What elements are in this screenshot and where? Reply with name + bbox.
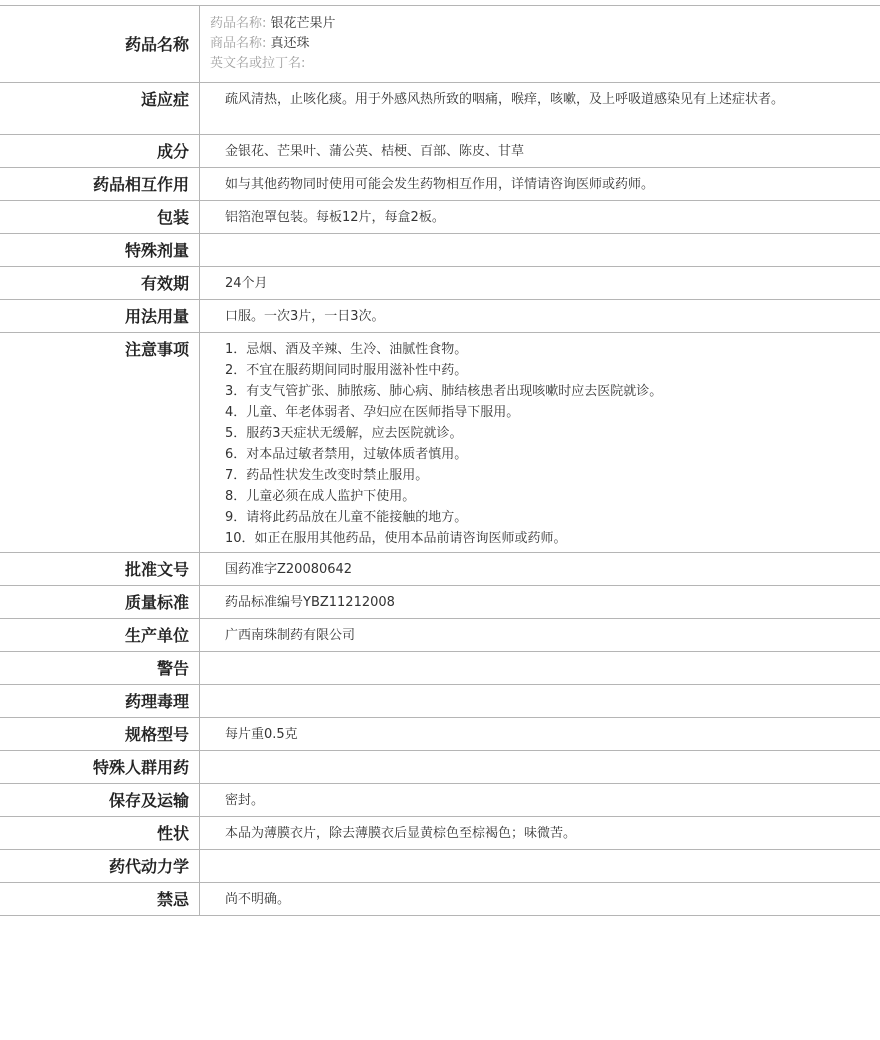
row-special-groups — [0, 751, 880, 784]
drug-info-table — [0, 5, 880, 916]
row-interactions — [0, 168, 880, 201]
row-label: 质量标准 — [0, 586, 200, 618]
row-label: 适应症 — [0, 83, 200, 134]
generic-name-line — [210, 14, 870, 34]
row-manufacturer — [0, 619, 880, 652]
row-label: 包装 — [0, 201, 200, 233]
list-item: 10．如正在服用其他药品，使用本品前请咨询医师或药师。 — [225, 531, 567, 546]
row-value: 密封。 — [225, 793, 265, 808]
row-label: 用法用量 — [0, 300, 200, 332]
row-value: 国药准字Z20080642 — [225, 562, 353, 577]
row-pharmacology — [0, 685, 880, 718]
row-special-dosage — [0, 234, 880, 267]
row-label: 有效期 — [0, 267, 200, 299]
row-usage — [0, 300, 880, 333]
drug-names — [200, 6, 880, 82]
row-value: 本品为薄膜衣片，除去薄膜衣后显黄棕色至棕褐色；味微苦。 — [225, 826, 577, 841]
row-label: 警告 — [0, 652, 200, 684]
row-value — [200, 751, 880, 783]
row-value: 24个月 — [225, 276, 268, 291]
row-value — [200, 685, 880, 717]
row-indication — [0, 83, 880, 135]
row-contraindications — [0, 883, 880, 916]
row-value: 广西南珠制药有限公司 — [225, 628, 356, 643]
row-shelf-life — [0, 267, 880, 300]
row-label: 生产单位 — [0, 619, 200, 651]
trade-name-value: 真还珠 — [270, 36, 310, 51]
generic-name-key: 药品名称: — [210, 16, 267, 31]
row-value — [200, 850, 880, 882]
row-label: 规格型号 — [0, 718, 200, 750]
row-drug-name — [0, 5, 880, 83]
row-value: 如与其他药物同时使用可能会发生药物相互作用，详情请咨询医师或药师。 — [225, 177, 655, 192]
row-approval — [0, 553, 880, 586]
row-value: 铝箔泡罩包装。每板12片，每盒2板。 — [225, 210, 445, 225]
list-item: 1．忌烟、酒及辛辣、生冷、油腻性食物。 — [225, 342, 468, 357]
row-label: 批准文号 — [0, 553, 200, 585]
list-item: 3．有支气管扩张、肺脓疡、肺心病、肺结核患者出现咳嗽时应去医院就诊。 — [225, 384, 663, 399]
row-value: 金银花、芒果叶、蒲公英、桔梗、百部、陈皮、甘草 — [225, 144, 525, 159]
row-value: 疏风清热，止咳化痰。用于外感风热所致的咽痛，喉痒，咳嗽，及上呼吸道感染见有上述症状者。 — [225, 92, 785, 107]
row-precautions — [0, 333, 880, 553]
trade-name-key: 商品名称: — [210, 36, 267, 51]
row-label: 禁忌 — [0, 883, 200, 915]
row-packaging — [0, 201, 880, 234]
row-value: 口服。一次3片，一日3次。 — [225, 309, 385, 324]
english-name-key: 英文名或拉丁名: — [210, 56, 306, 71]
english-name-line — [210, 54, 870, 74]
list-item: 9．请将此药品放在儿童不能接触的地方。 — [225, 510, 468, 525]
row-label: 性状 — [0, 817, 200, 849]
row-description — [0, 817, 880, 850]
row-warning — [0, 652, 880, 685]
row-value: 尚不明确。 — [225, 892, 291, 907]
row-label: 特殊人群用药 — [0, 751, 200, 783]
list-item: 4．儿童、年老体弱者、孕妇应在医师指导下服用。 — [225, 405, 520, 420]
row-label: 药品名称 — [0, 6, 200, 82]
row-label: 药理毒理 — [0, 685, 200, 717]
row-quality — [0, 586, 880, 619]
row-storage — [0, 784, 880, 817]
row-label: 保存及运输 — [0, 784, 200, 816]
row-label: 药代动力学 — [0, 850, 200, 882]
list-item: 6．对本品过敏者禁用，过敏体质者慎用。 — [225, 447, 468, 462]
list-item: 7．药品性状发生改变时禁止服用。 — [225, 468, 429, 483]
row-value: 药品标准编号YBZ11212008 — [225, 595, 395, 610]
row-ingredients — [0, 135, 880, 168]
row-label: 成分 — [0, 135, 200, 167]
list-item: 8．儿童必须在成人监护下使用。 — [225, 489, 416, 504]
row-spec — [0, 718, 880, 751]
list-item: 2．不宜在服药期间同时服用滋补性中药。 — [225, 363, 468, 378]
list-item: 5．服药3天症状无缓解，应去医院就诊。 — [225, 426, 463, 441]
row-pharmacokinetics — [0, 850, 880, 883]
trade-name-line — [210, 34, 870, 54]
row-value: 每片重0.5克 — [225, 727, 298, 742]
row-label: 特殊剂量 — [0, 234, 200, 266]
row-value — [200, 652, 880, 684]
row-value — [200, 234, 880, 266]
precautions-list — [200, 333, 880, 552]
generic-name-value: 银花芒果片 — [270, 16, 336, 31]
row-label: 注意事项 — [0, 333, 200, 552]
row-label: 药品相互作用 — [0, 168, 200, 200]
